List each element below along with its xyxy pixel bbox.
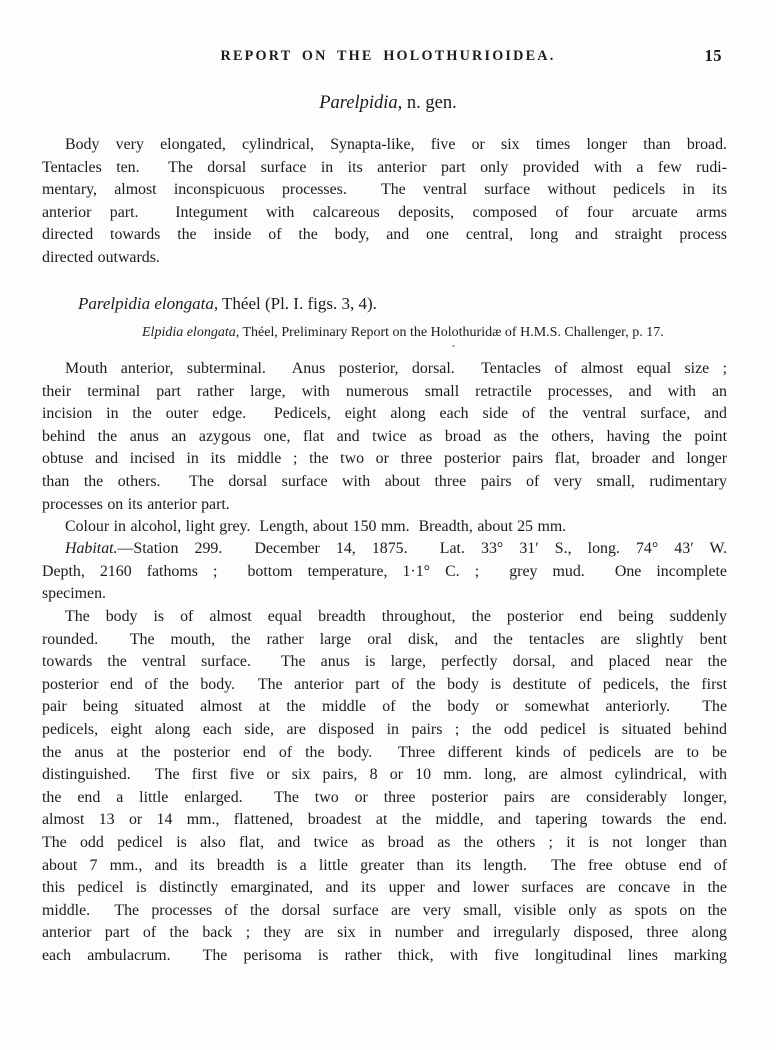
- text-line: almost 13 or 14 mm., flattened, broadest at the middle, and tapering towards the end.: [42, 811, 727, 829]
- text-line: each ambulacrum. The perisoma is rather thick, with five longitudinal lines marking: [42, 946, 727, 964]
- page-number: 15: [704, 46, 722, 65]
- habitat-first-line-rest: —Station 299. December 14, 1875. Lat. 33° 31′ S., long. 74° 43′ W.: [117, 540, 727, 557]
- text-line: middle. The processes of the dorsal surface are very small, visible only as spots on the: [42, 901, 727, 919]
- habitat-first-line: [42, 538, 727, 561]
- text-line: their terminal part rather large, with numerous small retractile processes, and with an: [42, 382, 727, 400]
- text-line: about 7 mm., and its breadth is a little greater than its length. The free obtuse end of: [42, 856, 727, 874]
- text-line: Tentacles ten. The dorsal surface in its anterior part only provided with a few rudi-: [42, 158, 727, 176]
- genus-diagnosis-paragraph: [42, 134, 727, 270]
- text-line: The odd pedicel is also flat, and twice as broad as the others ; it is not longer than: [42, 833, 727, 851]
- genus-heading-suffix: , n. gen.: [397, 93, 457, 113]
- text-line: directed outwards.: [42, 248, 160, 266]
- text-line: The body is of almost equal breadth throughout, the posterior end being suddenly: [65, 608, 727, 625]
- text-line: anterior part of the back ; they are six in number and irregularly disposed, three along: [42, 924, 727, 942]
- text-line: specimen.: [42, 585, 106, 603]
- text-line: distinguished. The first five or six pairs, 8 or 10 mm. long, are almost cylindrical, with: [42, 766, 727, 784]
- text-line: behind the anus an azygous one, flat and twice as broad as the others, having the point: [42, 427, 727, 445]
- synonymy-citation: , Théel, Preliminary Report on the Holothuridæ of H.M.S. Challenger, p. 17.: [235, 325, 664, 340]
- text-line: pedicels, eight along each side, are disposed in pairs ; the odd pedicel is situated behind: [42, 720, 727, 738]
- text-line: incision in the outer edge. Pedicels, eight along each side of the ventral surface, and: [42, 405, 727, 423]
- habitat-label: Habitat.: [65, 540, 118, 557]
- running-header-title: REPORT ON THE HOLOTHURIOIDEA.: [220, 48, 556, 64]
- text-line: Depth, 2160 fathoms ; bottom temperature, 1·1° C. ; grey mud. One incomplete: [42, 562, 727, 580]
- habitat-continuation: [42, 561, 727, 606]
- text-line: Mouth anterior, subterminal. Anus posterior, dorsal. Tentacles of almost equal size ;: [65, 360, 727, 377]
- synonymy-line: [42, 324, 776, 342]
- text-line: pair being situated almost at the middle of the body or somewhat anteriorly. The: [42, 698, 727, 716]
- text-line: than the others. The dorsal surface with about three pairs of very small, rudimentary: [42, 472, 727, 490]
- habitat-paragraph: [42, 538, 727, 606]
- text-line: rounded. The mouth, the rather large oral disk, and the tentacles are slightly bent: [42, 630, 727, 648]
- text-line: Colour in alcohol, light grey. Length, about 150 mm. Breadth, about 25 mm.: [65, 518, 567, 535]
- species-description-paragraph: [42, 358, 727, 516]
- text-line: mentary, almost inconspicuous processes. The ventral surface without pedicels in its: [42, 181, 727, 199]
- species-name-italic: Parelpidia elongata: [78, 294, 214, 313]
- text-line: directed towards the inside of the body, and one central, long and straight process: [42, 226, 727, 244]
- text-line: the end a little enlarged. The two or three posterior pairs are considerably longer,: [42, 788, 727, 806]
- text-line: the anus at the posterior end of the body. Three different kinds of pedicels are to be: [42, 743, 727, 761]
- species-heading-suffix: , Théel (Pl. I. figs. 3, 4).: [213, 294, 377, 313]
- detailed-description-paragraph: [42, 606, 727, 968]
- scan-speck-artifact: [452, 345, 455, 347]
- species-heading: [42, 293, 763, 315]
- text-line: obtuse and incised in its middle ; the two or three posterior pairs flat, broader and longer: [42, 450, 727, 468]
- text-line: towards the ventral surface. The anus is large, perfectly dorsal, and placed near the: [42, 653, 727, 671]
- synonymy-species-italic: Elpidia elongata: [142, 325, 236, 340]
- text-line: posterior end of the body. The anterior part of the body is destitute of pedicels, the first: [42, 675, 727, 693]
- genus-name-italic: Parelpidia: [319, 93, 398, 113]
- colour-measurements-paragraph: [42, 516, 727, 539]
- genus-heading: [0, 93, 776, 114]
- text-line: processes on its anterior part.: [42, 495, 230, 513]
- text-line: Body very elongated, cylindrical, Synapta-like, five or six times longer than broad.: [65, 136, 727, 153]
- text-line: this pedicel is distinctly emarginated, and its upper and lower surfaces are concave in the: [42, 879, 727, 897]
- text-line: anterior part. Integument with calcareous deposits, composed of four arcuate arms: [42, 203, 727, 221]
